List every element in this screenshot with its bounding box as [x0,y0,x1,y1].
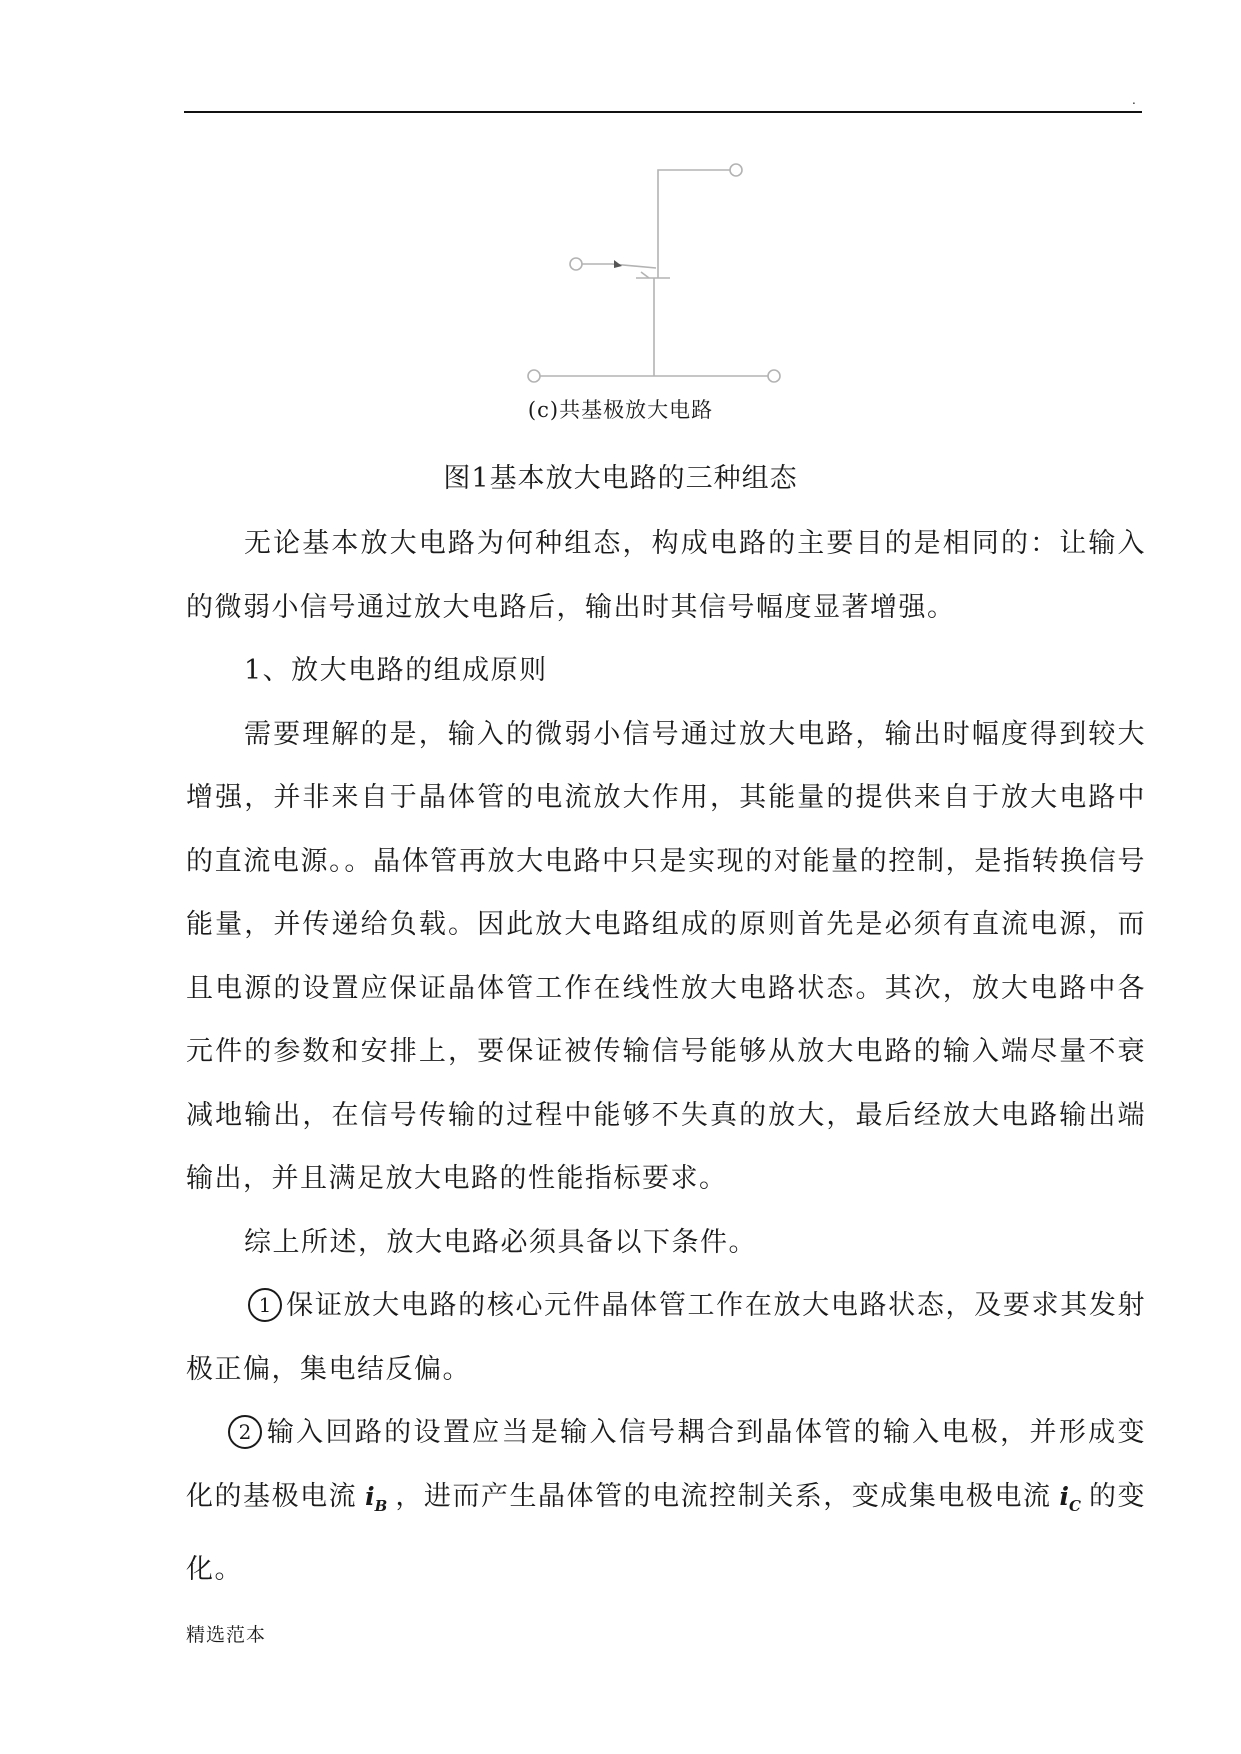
condition-item-2-text-a: 输入回路的设置应当是输入信号耦合到晶体管的输入电极，并形成变化的基极电流 [186,1417,1146,1512]
common-base-circuit-diagram [520,160,800,385]
header-mark: . [1132,93,1136,107]
condition-item-2-text-c: 的变化。 [186,1480,1147,1585]
circled-number-2: 2 [228,1415,262,1449]
header-rule [184,111,1142,113]
condition-item-2-text-b: ，进而产生晶体管的电流控制关系，变成集电极电流 [395,1480,1052,1512]
ground-terminal-right [768,370,780,382]
figure-caption: 图1基本放大电路的三种组态 [443,463,798,494]
collector-terminal [730,164,742,176]
body-text [186,512,1146,1602]
emitter-terminal [570,258,582,270]
paragraph-1: 无论基本放大电路为何种组态，构成电路的主要目的是相同的：让输入的微弱小信号通过放大电路后，输出时其信号幅度显著增强。 [186,528,1146,623]
condition-item-1-text: 保证放大电路的核心元件晶体管工作在放大电路状态，及要求其发射极正偏，集电结反偏。 [186,1290,1146,1385]
ground-terminal-left [528,370,540,382]
condition-item-1 [186,1274,1146,1401]
circled-number-1: 1 [248,1288,282,1322]
condition-item-2 [186,1401,1146,1602]
footer-text: 精选范本 [186,1624,267,1646]
paragraph-4: 综上所述，放大电路必须具备以下条件。 [244,1226,757,1258]
collector-current-symbol: $i_C$ [1059,1481,1081,1515]
base-current-symbol: $i_B$ [365,1481,388,1515]
collector-lead [658,170,730,256]
figure-subcaption: (c)共基极放大电路 [527,398,714,422]
paragraph-3: 需要理解的是，输入的微弱小信号通过放大电路，输出时幅度得到较大增强，并非来自于晶体管的电流放大作用，其能量的提供来自于放大电路中的直流电源。。晶体管再放大电路中只是实现的对能量的控制，是指转换信号能量，并传递给负载。因此放大电路组成的原则首先是必须有直流电源，而且电源的设置应保证晶体管工作在线性放大电路状态。其次，放大电路中各元件的参数和安排上，要保证被传输信号能够从放大电路的输入端尽量不衰减地输出，在信号传输的过程中能够不失真的放大，最后经放大电路输出端输出，并且满足放大电路的性能指标要求。 [186,718,1146,1194]
section-heading: 1、放大电路的组成原则 [244,655,548,686]
